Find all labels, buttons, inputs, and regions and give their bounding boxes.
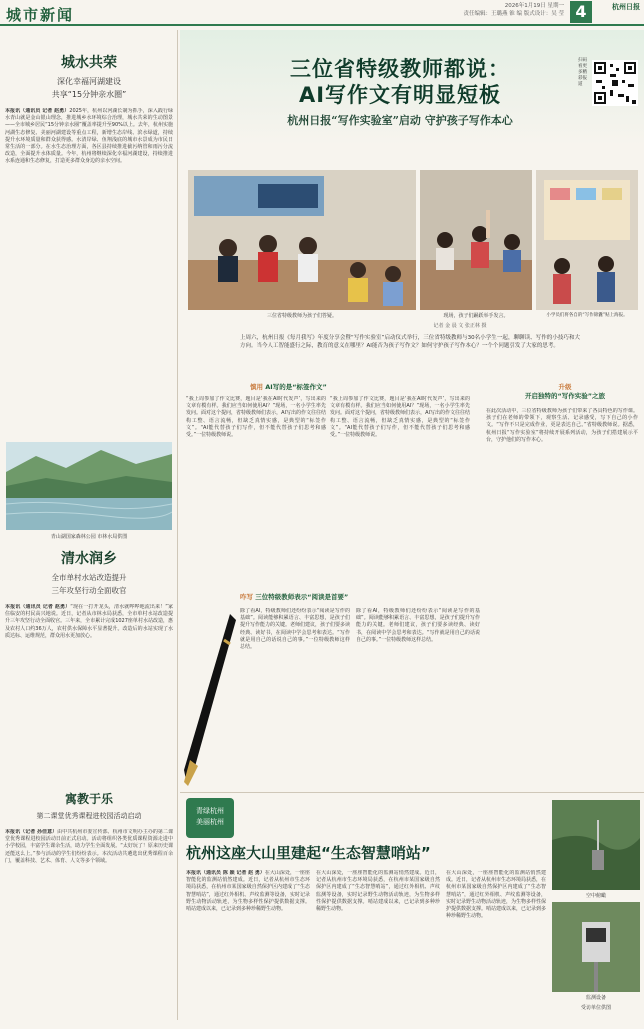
photo-credit: 受访单位供图 — [580, 1005, 611, 1011]
story2-headline: 杭州这座大山里建起“生态智慧哨站” — [186, 844, 431, 862]
section-heading: 升级 开启独特的“写作实验”之旅 — [490, 382, 640, 400]
story-subtitle: 第二课堂优秀课程进校园活动启动 — [36, 812, 142, 820]
photo-caption: 小学员们将各自的“写作锦囊”贴上海报。 — [546, 313, 628, 318]
section-body: 在此次活动中，三位省特级教师为孩子们带来了各具特色的写作课。孩子们在老师的带领下，观察生活、记录感受，写下自己的小作文。“写作不只是完成作业，更是表达自己。”省特级教师说。据悉，杭州日报“写作实验室”将持续开展系列活动，为孩子们搭建展示平台，守护他们的写作本心。 — [486, 408, 638, 443]
headline-line2: AI写作文有明显短板 — [298, 83, 502, 107]
headline-line1: 三位省特级教师都说： — [290, 57, 510, 81]
story-body — [0, 829, 178, 1029]
classroom-photo-poster — [536, 170, 638, 310]
photo-caption: 青山湖国家森林公园 市林水局供图 — [50, 534, 128, 540]
story2-body: 在大山深处，一座座智能化的监测站悄然建成。近日，记者从杭州市生态环境局获悉，在杭州市某国家级自然保护区内建成了“生态智慧哨站”，通过红外相机、声纹监测等设备，实时记录野生动物活动轨迹，为生物多样性保护提供数据支撑。哨站建成以来，已记录到多种珍稀野生动物。 — [316, 870, 440, 913]
section-heading: 咋写 三位特级教师表示“阅读是首要” — [240, 593, 349, 601]
section-body: 除了看AI，特级教师们还纷纷表示“阅读是写作的基础”。阅读能够积累语言、丰富思想，是孩子们提升写作能力的关键。老师们建议，孩子们要多读经典、读好书，在阅读中学会思考和表达。“写作就是用自己的话说自己的事。”一位特级教师这样总结。 — [356, 608, 480, 643]
left-column — [0, 30, 178, 1020]
fountain-pen-image — [180, 610, 238, 790]
photo-caption: 现场，孩子们踊跃举手发言。 — [443, 313, 509, 319]
story-text: “现在一打开龙头，清水就哗哗地流出来！”家住临安的村民高兴地说。近日，记者从市林水局获悉，全市单村水站改造提升三年攻坚行动全面收官。三年来，全市累计完成1027座单村水站改造，惠及农村人口约36万人，农村供水保障水平显著提升。改造后的水站实现了水质达标、运维规范，群众用水更加放心。 — [5, 604, 173, 639]
story-title: 城水共荣 — [61, 55, 117, 71]
intro-paragraph: 上周六，杭州日报《每月我写》年度分享会暨“写作实验室”启动仪式举行，三位省特级教师与30名小学生一起，聊聊读、写作的小技巧和大方向。当今人工智能盛行之际，教育的意义在哪里？AI能否为孩子写作文？如何守护孩子写作本心？一个个问题引发了大家的思考。 — [240, 335, 580, 349]
story-byline: 本报讯（通讯员 陈 颖 记者 赵 勇） — [186, 870, 265, 876]
story-text: 2025年，杭州以河湖长制为抓手，深入践行绿水青山就是金山银山理念，推进城乡水环境综合治理，城水共荣的生动图景——全市城乡居民“15分钟亲水圈”覆盖率提升至90%以上。去年，杭州实施河湖生态修复、美丽河湖建设等重点工程，新增生态岸线、滨水绿道，持续提升水环境质量和群众获得感。水清岸绿、鱼翔浅底的城市水景成为市民日常生活的一部分。在水生态治理方面，各区县持续推进截污纳管和雨污分流改造，全面提升水体质量。今年，杭州将继续深化幸福河湖建设，持续推进水系连通和生态修复，打造更多群众身边的亲水空间。 — [5, 108, 173, 165]
date-line: 2026年1月19日 星期一 — [504, 3, 564, 9]
story2-body — [186, 870, 310, 1020]
section-body: “我上周参加了作文比赛，题目是‘我在AI时代发声’，写出来的文章有模有样。我们应当如何使用AI？”现场，一名小学生率先发问。面对这个提问，省特级教师们表示，AI写出的作文往往结构工整、语言流畅，但缺乏真情实感，是典型的“标签作文”。“AI能代替孩子们写作，但不能代替孩子们思考和感受。”一位特级教师说。 — [186, 396, 326, 439]
classroom-photo-main — [188, 170, 416, 310]
column-badge — [186, 798, 234, 838]
section-title: AI写的是“标签作文” — [265, 383, 327, 391]
story-subtitle: 三年攻坚行动全面收官 — [51, 586, 127, 595]
story-second-classroom — [0, 790, 178, 1029]
story-clean-water — [0, 548, 178, 802]
photo-caption: 空中俯瞰 — [585, 893, 606, 899]
story-title: 清水润乡 — [61, 551, 117, 567]
story-byline: 本报讯（记者 孙佳意） — [5, 829, 58, 835]
photo-credit: 记者 金 晨 文 张正林 摄 — [433, 323, 487, 329]
aerial-photo — [552, 800, 640, 890]
header-meta — [464, 2, 565, 18]
badge-line: 青绿杭州 — [196, 807, 224, 815]
story-byline: 本报讯（通讯员 记者 赵勇） — [5, 108, 70, 114]
photo-caption: 监测设备 — [585, 995, 606, 1001]
story-text: 由中共杭州市委宣传部、杭州市文明办主办的第二课堂优秀课程进校园活动日前正式启动。活动将组织各类优质课程资源走进中小学校园，丰富学生课余生活，助力学生全面发展。“太好玩了！原来历史课还能这么上。”参与活动的学生们纷纷表示。本次活动共遴选出优秀课程百余门，覆盖科技、艺术、体育、人文等多个领域。 — [5, 829, 173, 864]
page-header — [0, 0, 644, 26]
story-title: 寓教于乐 — [64, 792, 113, 806]
story-body — [0, 108, 178, 438]
section-body: 除了看AI，特级教师们还纷纷表示“阅读是写作的基础”。阅读能够积累语言、丰富思想，是孩子们提升写作能力的关键。老师们建议，孩子们要多读经典、读好书，在阅读中学会思考和表达。“写作就是用自己的话说自己的事。”一位特级教师这样总结。 — [240, 608, 350, 651]
story-subtitle: 深化幸福河湖建设 — [57, 77, 121, 86]
page-number: 4 — [570, 1, 592, 23]
divider — [180, 792, 644, 793]
section-title: 三位特级教师表示“阅读是首要” — [255, 593, 349, 601]
section-title: 开启独特的“写作实验”之旅 — [524, 392, 606, 400]
qr-code-icon[interactable] — [592, 60, 638, 106]
section-heading: 慎用 AI写的是“标签作文” — [250, 383, 327, 391]
story2-body: 在大山深处，一座座智能化的监测站悄然建成。近日，记者从杭州市生态环境局获悉，在杭州市某国家级自然保护区内建成了“生态智慧哨站”，通过红外相机、声纹监测等设备，实时记录野生动物活动轨迹，为生物多样性保护提供数据支撑。哨站建成以来，已记录到多种珍稀野生动物。 — [446, 870, 546, 920]
story-subtitle: 共享“15分钟亲水圈” — [51, 90, 127, 99]
story-water-city — [0, 52, 178, 438]
section-title: 城市新闻 — [6, 6, 75, 24]
headline — [220, 56, 580, 128]
main-area — [180, 30, 644, 1020]
paper-name: 杭州日报 — [612, 3, 640, 11]
qr-label: 扫码看更多精彩报道 — [578, 58, 587, 87]
monitor-photo — [552, 902, 640, 992]
story-subtitle: 全市单村水站改造提升 — [51, 573, 127, 582]
subheadline: 杭州日报“写作实验室”启动 守护孩子写作本心 — [287, 114, 513, 127]
story-byline: 本报讯（通讯员 记者 赵勇） — [5, 604, 71, 610]
badge-line: 美丽杭州 — [196, 818, 224, 826]
lake-photo — [6, 442, 172, 530]
section-body: “我上周参加了作文比赛，题目是‘我在AI时代发声’，写出来的文章有模有样。我们应当如何使用AI？”现场，一名小学生率先发问。面对这个提问，省特级教师们表示，AI写出的作文往往结构工整、语言流畅，但缺乏真情实感，是典型的“标签作文”。“AI能代替孩子们写作，但不能代替孩子们思考和感受。”一位特级教师说。 — [330, 396, 470, 439]
story-body — [0, 604, 178, 802]
classroom-photo-raising-hands — [420, 170, 532, 310]
story-text: 在大山深处，一座座智能化的监测站悄然建成。近日，记者从杭州市生态环境局获悉，在杭州市某国家级自然保护区内建成了“生态智慧哨站”，通过红外相机、声纹监测等设备，实时记录野生动物活动轨迹，为生物多样性保护提供数据支撑。哨站建成以来，已记录到多种珍稀野生动物。 — [186, 870, 310, 913]
photo-caption: 三位省特级教师为孩子们答疑。 — [266, 313, 337, 319]
editor-line: 责任编辑：王璐燕 锥 编 版式设计：吴 莹 — [463, 11, 564, 17]
